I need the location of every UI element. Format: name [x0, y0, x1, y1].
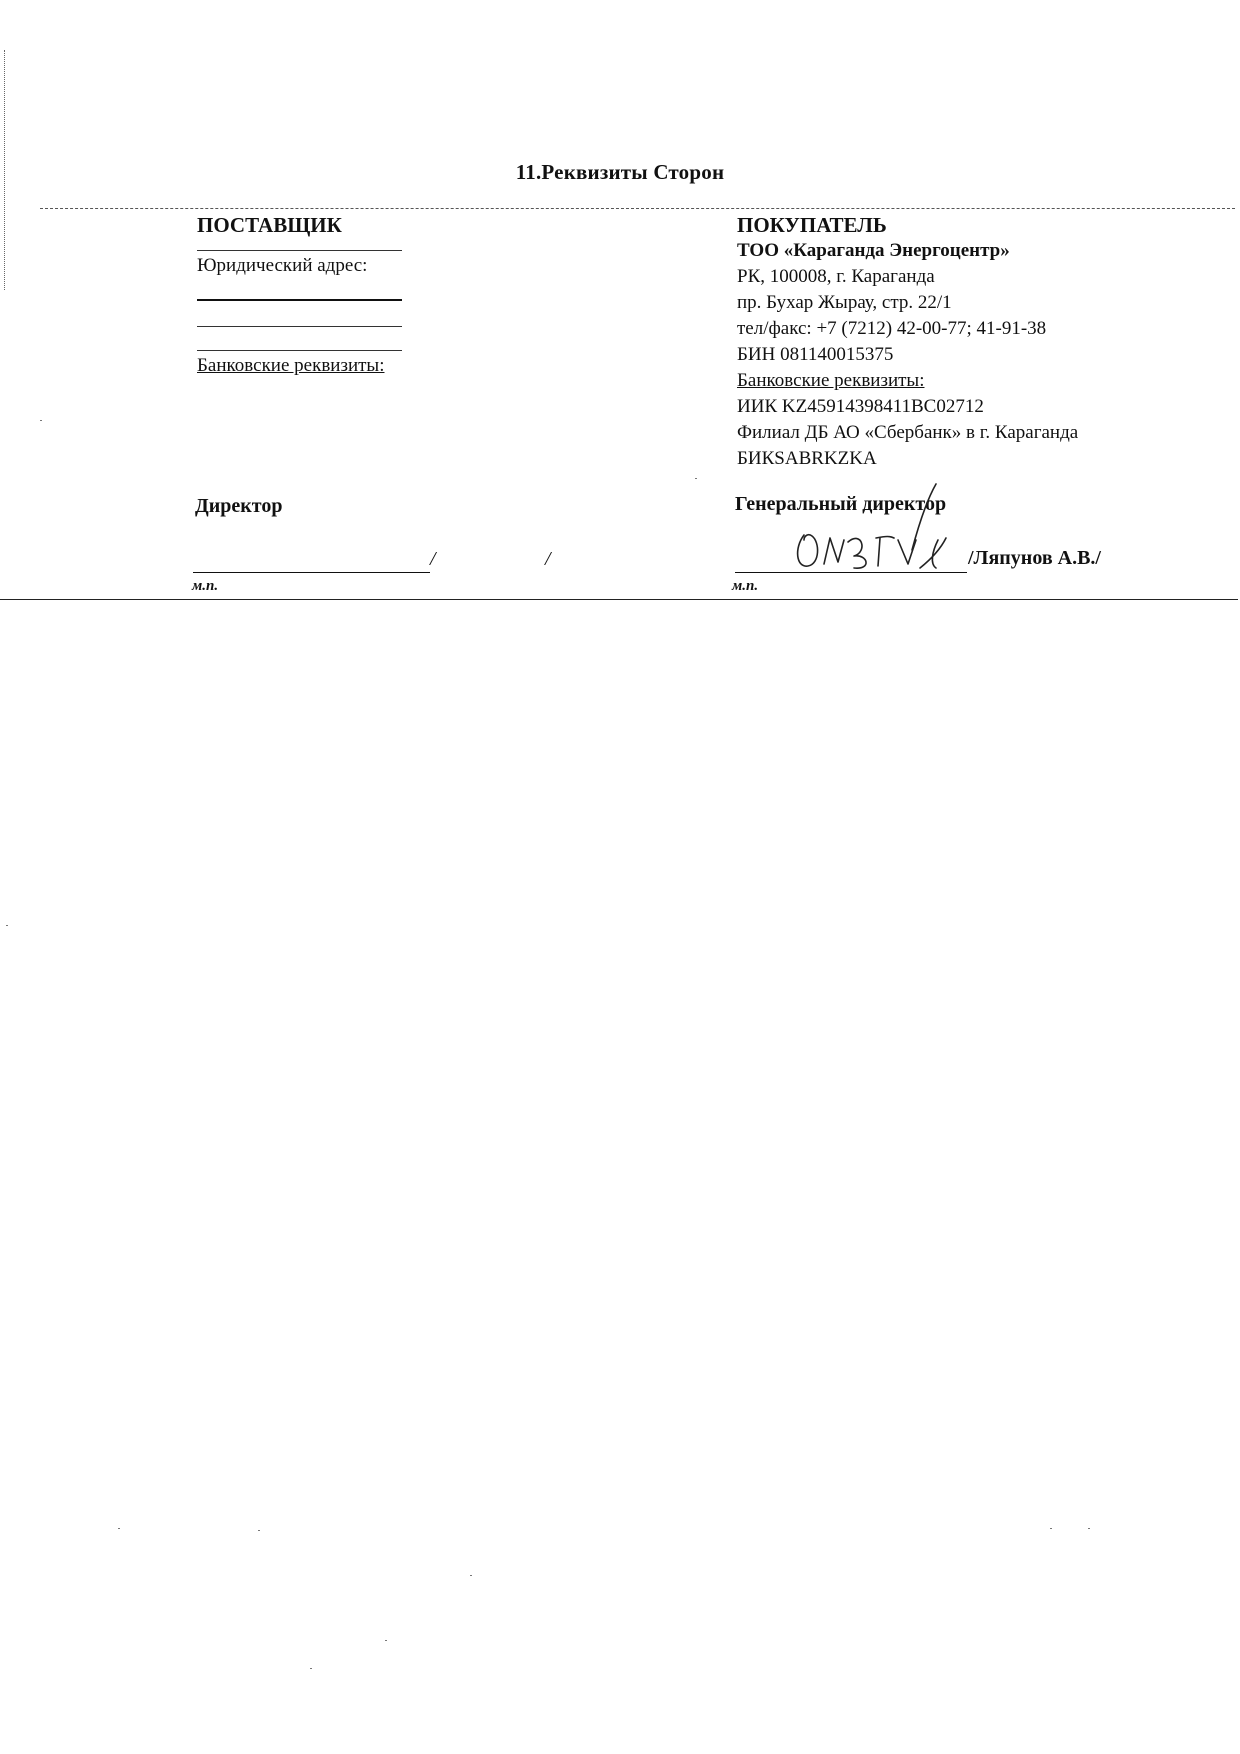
supplier-address-blank-1[interactable] [197, 299, 402, 301]
buyer-director-label: Генеральный директор [735, 493, 947, 515]
buyer-stamp-label: м.п. [732, 578, 759, 594]
buyer-bik: БИКSABRKZKA [737, 448, 877, 469]
buyer-column [737, 212, 1217, 472]
supplier-address-blank-3[interactable] [197, 350, 402, 351]
buyer-heading: ПОКУПАТЕЛЬ [737, 213, 887, 237]
section-title: 11.Реквизиты Сторон [515, 160, 725, 184]
buyer-bin: БИН 081140015375 [737, 344, 894, 365]
supplier-slash-1: / [430, 548, 436, 570]
supplier-legal-address-label: Юридический адрес: [197, 255, 368, 276]
buyer-phone: тел/факс: +7 (7212) 42-00-77; 41-91-38 [737, 318, 1047, 339]
supplier-address-blank-2[interactable] [197, 326, 402, 327]
buyer-iik: ИИК KZ45914398411BC02712 [737, 396, 984, 417]
buyer-handwritten-signature [790, 480, 980, 580]
supplier-name-blank[interactable] [197, 250, 402, 251]
supplier-column [197, 212, 637, 379]
bottom-divider [0, 599, 1238, 600]
buyer-company-name: ТОО «Караганда Энергоцентр» [737, 240, 1010, 261]
supplier-bank-details-label: Банковские реквизиты: [197, 355, 385, 376]
buyer-director-name: /Ляпунов А.В./ [968, 547, 1101, 569]
buyer-address-line-1: РК, 100008, г. Караганда [737, 266, 935, 287]
buyer-bank-details-label: Банковские реквизиты: [737, 370, 925, 391]
supplier-signature-line[interactable] [193, 572, 430, 573]
supplier-heading: ПОСТАВЩИК [197, 213, 342, 237]
top-divider [40, 208, 1235, 209]
supplier-director-label: Директор [195, 495, 283, 517]
supplier-slash-2: / [545, 548, 551, 570]
buyer-address-line-2: пр. Бухар Жырау, стр. 22/1 [737, 292, 952, 313]
supplier-stamp-label: м.п. [192, 578, 219, 594]
buyer-bank-branch: Филиал ДБ АО «Сбербанк» в г. Караганда [737, 422, 1079, 443]
